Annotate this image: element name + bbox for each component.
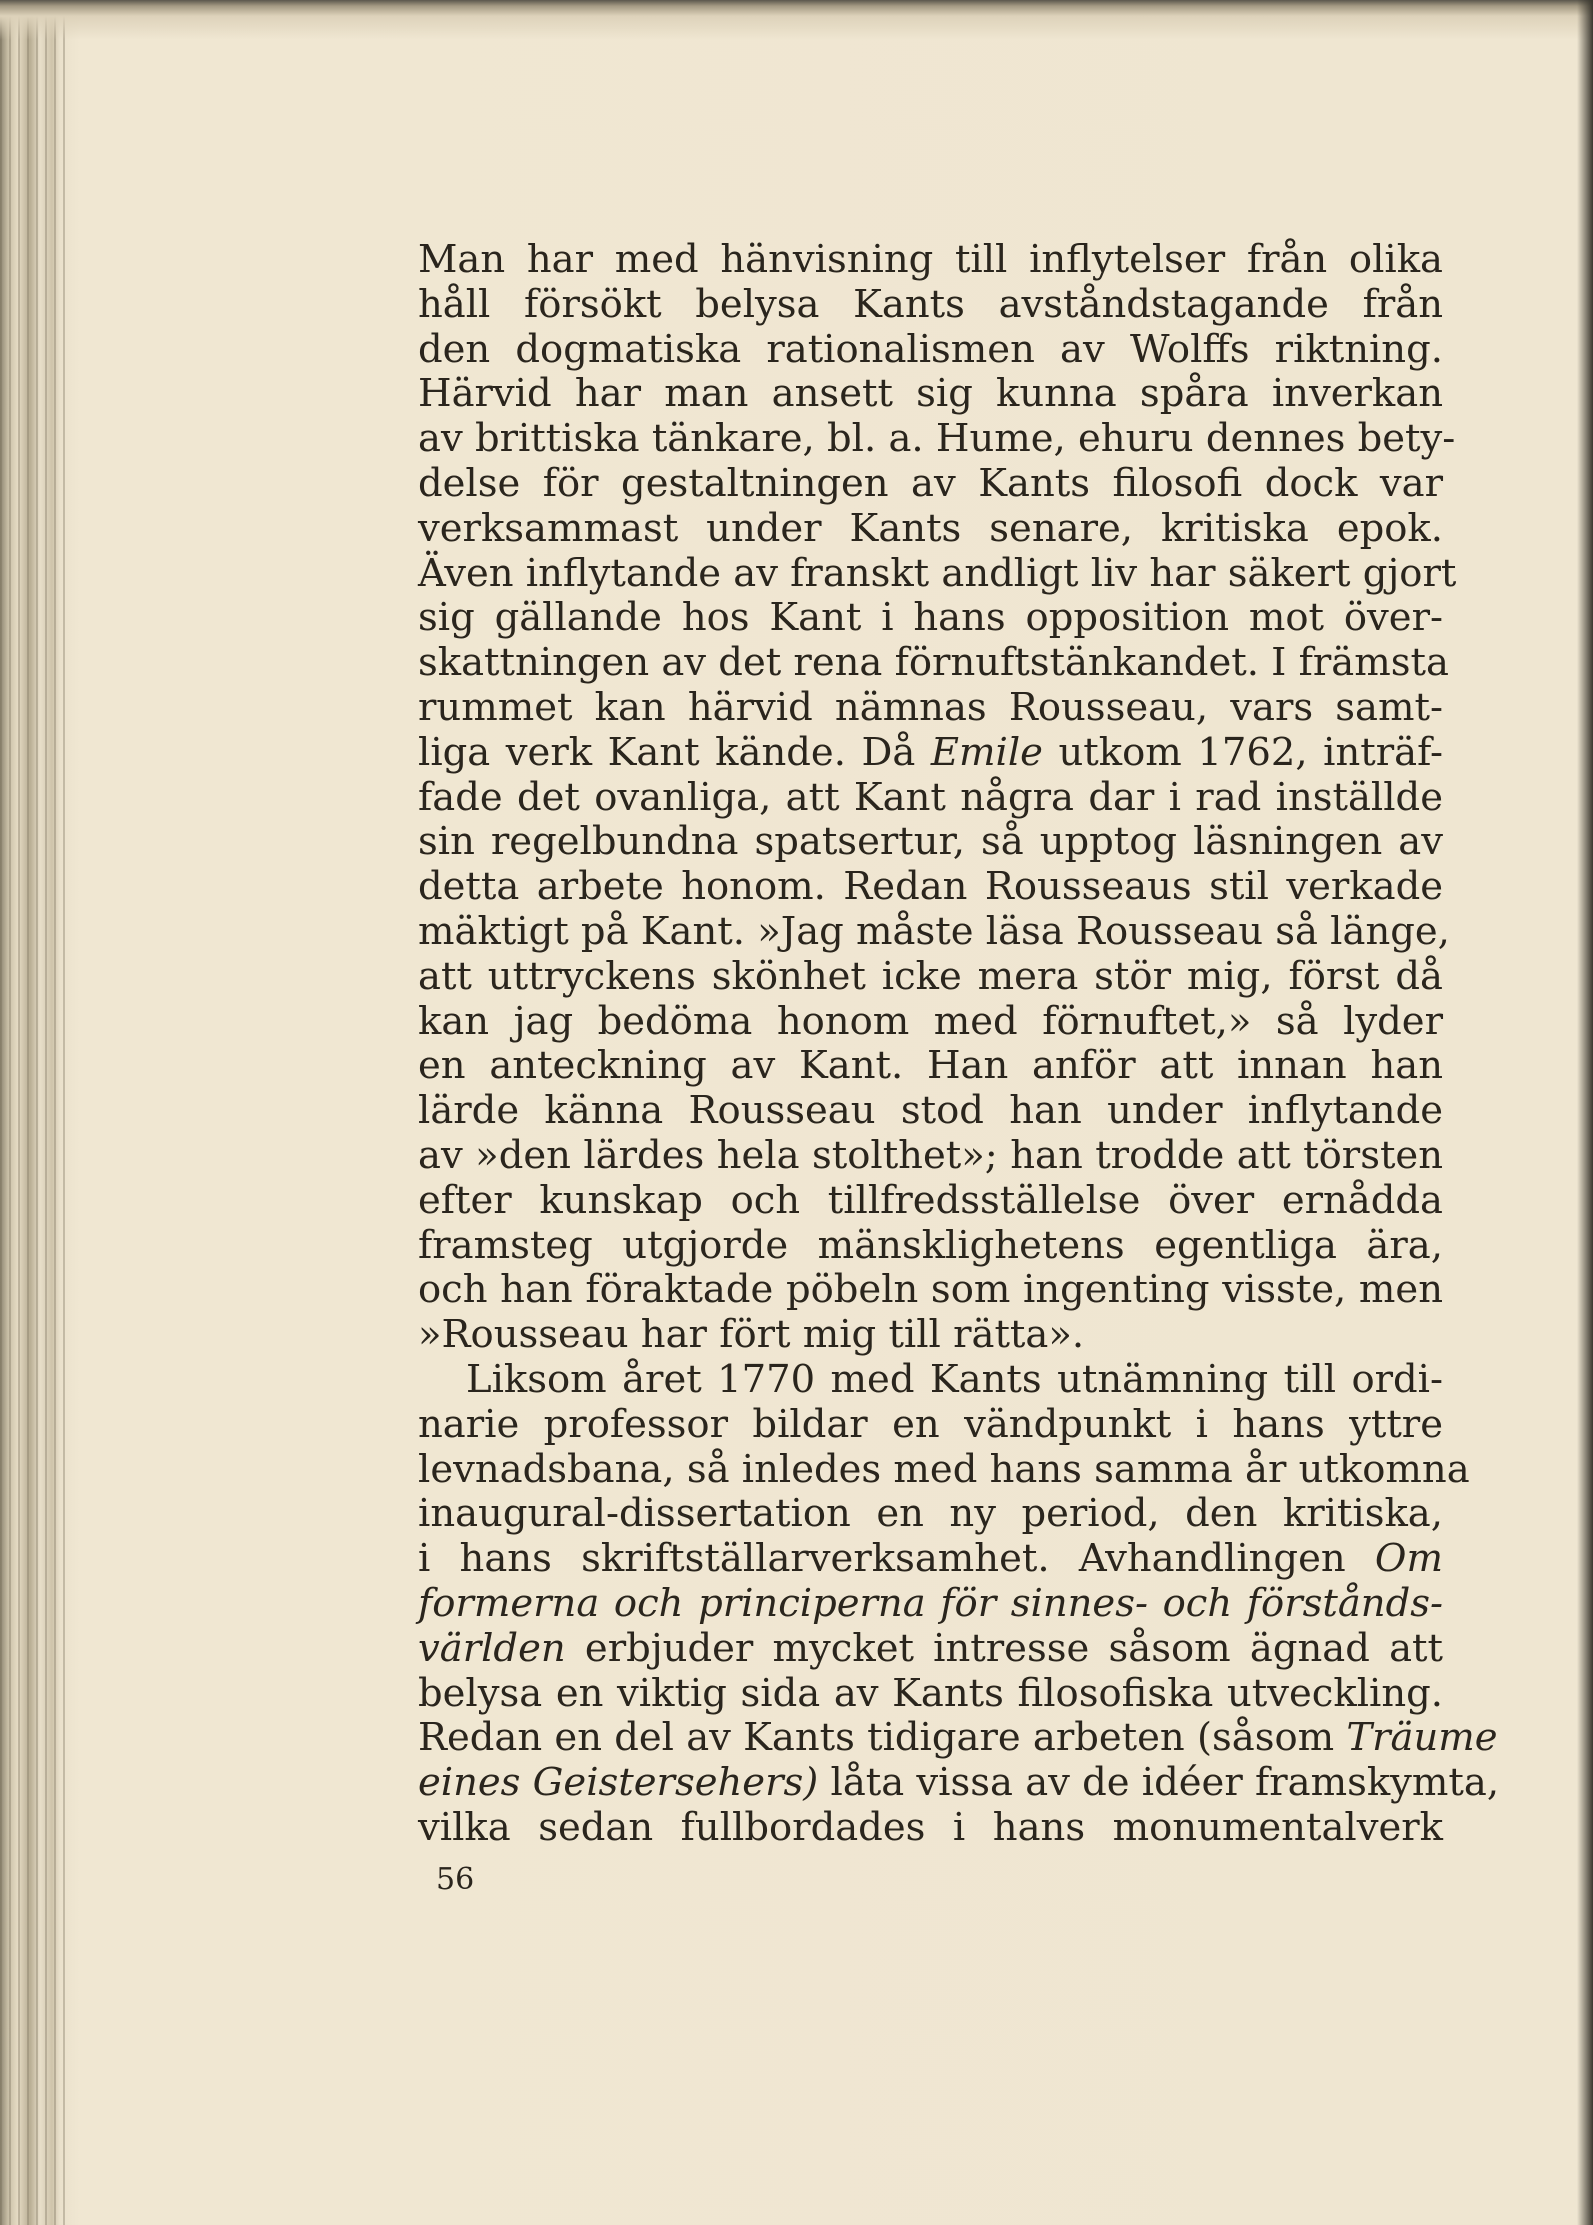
text-line: att uttryckens skönhet icke mera stör mig, först då: [418, 953, 1443, 999]
text-line: sin regelbundna spatsertur, så upptog läsningen av: [418, 819, 1443, 865]
text-fragment: Redan en del av Kants tidigare arbeten (såsom: [418, 1715, 1335, 1761]
text-line: den dogmatiska rationalismen av Wolffs riktning.: [418, 326, 1443, 372]
text-line: efter kunskap och tillfredsställelse över ernådda: [418, 1177, 1443, 1223]
italic-title: världen: [418, 1625, 566, 1671]
page-top-shadow: [0, 0, 1593, 40]
text-line: framsteg utgjorde mänsklighetens egentliga ära,: [418, 1222, 1443, 1268]
text-line: Liksom året 1770 med Kants utnämning till ordi-: [466, 1356, 1443, 1402]
italic-title: eines Geistersehers): [418, 1760, 819, 1806]
text-line: belysa en viktig sida av Kants filosofiska utveckling.: [418, 1670, 1443, 1716]
text-line: lärde känna Rousseau stod han under inflytande: [418, 1088, 1443, 1134]
text-line: Härvid har man ansett sig kunna spåra inverkan: [418, 371, 1443, 417]
text-line: och han föraktade pöbeln som ingenting visste, men: [418, 1267, 1443, 1313]
italic-title: Emile: [930, 729, 1043, 775]
text-line: vilka sedan fullbordades i hans monumentalverk: [418, 1804, 1443, 1850]
text-line: [418, 1715, 1498, 1761]
body-text: [418, 237, 1500, 1851]
text-line: narie professor bildar en vändpunkt i hans yttre: [418, 1401, 1443, 1447]
text-line: en anteckning av Kant. Han anför att innan han: [418, 1043, 1443, 1089]
text-fragment: erbjuder mycket intresse såsom ägnad att: [584, 1625, 1443, 1671]
text-line: [418, 1760, 1500, 1806]
text-line: verksammast under Kants senare, kritiska epok.: [418, 505, 1443, 551]
text-line: delse för gestaltningen av Kants filosofi dock var: [418, 460, 1443, 506]
text-line: kan jag bedöma honom med förnuftet,» så lyder: [418, 998, 1443, 1044]
italic-title: Om: [1374, 1536, 1443, 1582]
text-line: av brittiska tänkare, bl. a. Hume, ehuru dennes bety-: [418, 416, 1456, 462]
text-line: [418, 1537, 1443, 1582]
italic-title: formerna och principerna för sinnes- och förstånds-: [418, 1580, 1443, 1626]
text-fragment: liga verk Kant kände. Då: [418, 729, 916, 775]
text-line: Även inflytande av franskt andligt liv har säkert gjort: [418, 550, 1457, 596]
text-line: sig gällande hos Kant i hans opposition mot över-: [418, 595, 1443, 641]
text-fragment: låta vissa av de idéer framskymta,: [830, 1760, 1500, 1806]
text-line: [418, 731, 1443, 776]
page-stack-edge: [0, 0, 70, 2225]
text-line: mäktigt på Kant. »Jag måste läsa Rousseau så länge,: [418, 908, 1450, 954]
text-fragment: i hans skriftställarverksamhet. Avhandlingen: [418, 1536, 1346, 1582]
text-fragment: utkom 1762, inträf-: [1058, 729, 1443, 775]
text-line: av »den lärdes hela stolthet»; han trodde att törsten: [418, 1132, 1443, 1178]
text-line: [418, 1627, 1443, 1672]
text-line: [418, 1582, 1443, 1627]
text-line: rummet kan härvid nämnas Rousseau, vars samt-: [418, 684, 1443, 730]
text-line: levnadsbana, så inledes med hans samma år utkomna: [418, 1446, 1470, 1492]
text-line: fade det ovanliga, att Kant några dar i rad inställde: [418, 774, 1443, 820]
text-line: Man har med hänvisning till inflytelser från olika: [418, 237, 1443, 282]
italic-title: Träume: [1346, 1715, 1498, 1761]
text-line: håll försökt belysa Kants avståndstagande från: [418, 281, 1443, 327]
text-line: skattningen av det rena förnuftstänkandet. I främsta: [418, 640, 1449, 686]
text-line: detta arbete honom. Redan Rousseaus stil verkade: [418, 864, 1443, 910]
page-right-shadow: [1577, 0, 1593, 2225]
page-number: 56: [436, 1862, 475, 1897]
text-line: »Rousseau har fört mig till rätta».: [418, 1312, 1085, 1358]
text-line: inaugural-dissertation en ny period, den kritiska,: [418, 1491, 1443, 1537]
